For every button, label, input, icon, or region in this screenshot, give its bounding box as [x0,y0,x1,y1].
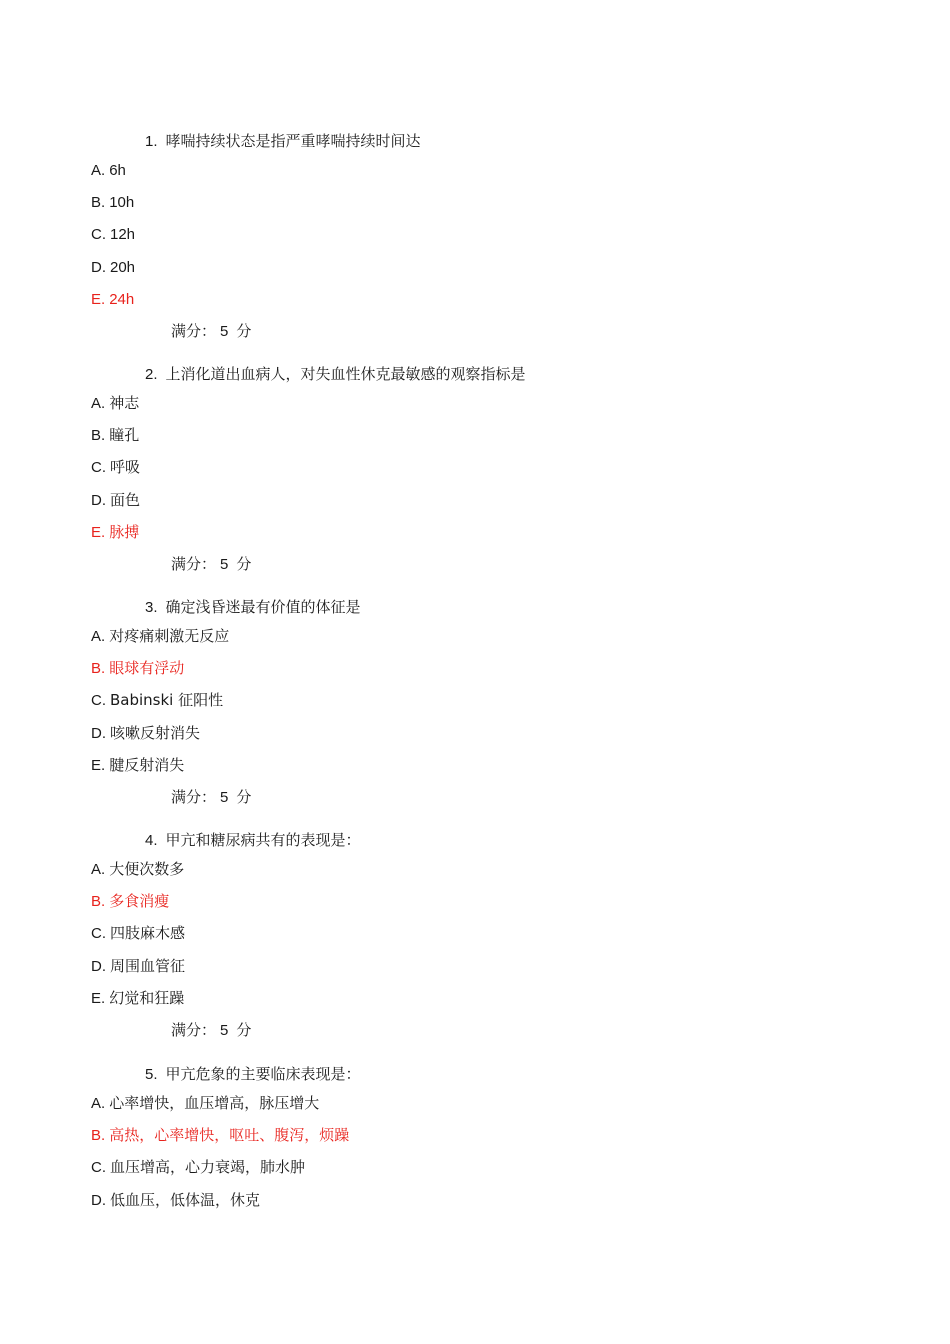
question-title [145,131,421,152]
option-d: D. 20h [91,259,136,276]
question-number: 5. [145,1066,158,1083]
question-title [145,364,526,385]
option-b-correct: B. 高热，心率增快，呕吐、腹泻，烦躁 [91,1126,350,1144]
option-a: A. 6h [91,162,126,179]
option-b-correct: B. 眼球有浮动 [91,659,185,677]
option-c: C. 血压增高，心力衰竭，肺水肿 [91,1158,306,1176]
question-number: 2. [145,366,158,383]
score-line: 满分： 5 分 [171,788,252,806]
option-a: A. 神志 [91,394,140,412]
option-c: C. 呼吸 [91,458,141,476]
option-d: D. 低血压，低体温，休克 [91,1191,261,1209]
option-c: C. Babinski 征阳性 [91,691,224,709]
question-title [145,830,361,851]
option-e-correct: E. 24h [91,291,135,308]
question-title [145,597,361,618]
option-e: E. 腱反射消失 [91,756,185,774]
question-number: 1. [145,133,158,150]
option-b: B. 10h [91,194,135,211]
option-c: C. 四肢麻木感 [91,924,186,942]
option-b: B. 瞳孔 [91,426,140,444]
question-number: 3. [145,599,158,616]
option-a: A. 大便次数多 [91,860,185,878]
option-e-correct: E. 脉搏 [91,523,140,541]
question-text: 确定浅昏迷最有价值的体征是 [165,598,361,616]
question-title [145,1064,361,1085]
question-text: 上消化道出血病人，对失血性休克最敏感的观察指标是 [165,365,526,383]
option-a: A. 心率增快，血压增高，脉压增大 [91,1094,320,1112]
question-text: 甲亢和糖尿病共有的表现是： [165,831,361,849]
option-c: C. 12h [91,226,136,243]
option-a: A. 对疼痛刺激无反应 [91,627,230,645]
option-e: E. 幻觉和狂躁 [91,989,185,1007]
score-line: 满分： 5 分 [171,555,252,573]
question-number: 4. [145,832,158,849]
score-line: 满分： 5 分 [171,322,252,340]
option-b-correct: B. 多食消瘦 [91,892,170,910]
question-text: 哮喘持续状态是指严重哮喘持续时间达 [165,132,421,150]
question-text: 甲亢危象的主要临床表现是： [165,1065,361,1083]
score-line: 满分： 5 分 [171,1021,252,1039]
option-d: D. 面色 [91,491,141,509]
option-d: D. 周围血管征 [91,957,186,975]
option-d: D. 咳嗽反射消失 [91,724,201,742]
